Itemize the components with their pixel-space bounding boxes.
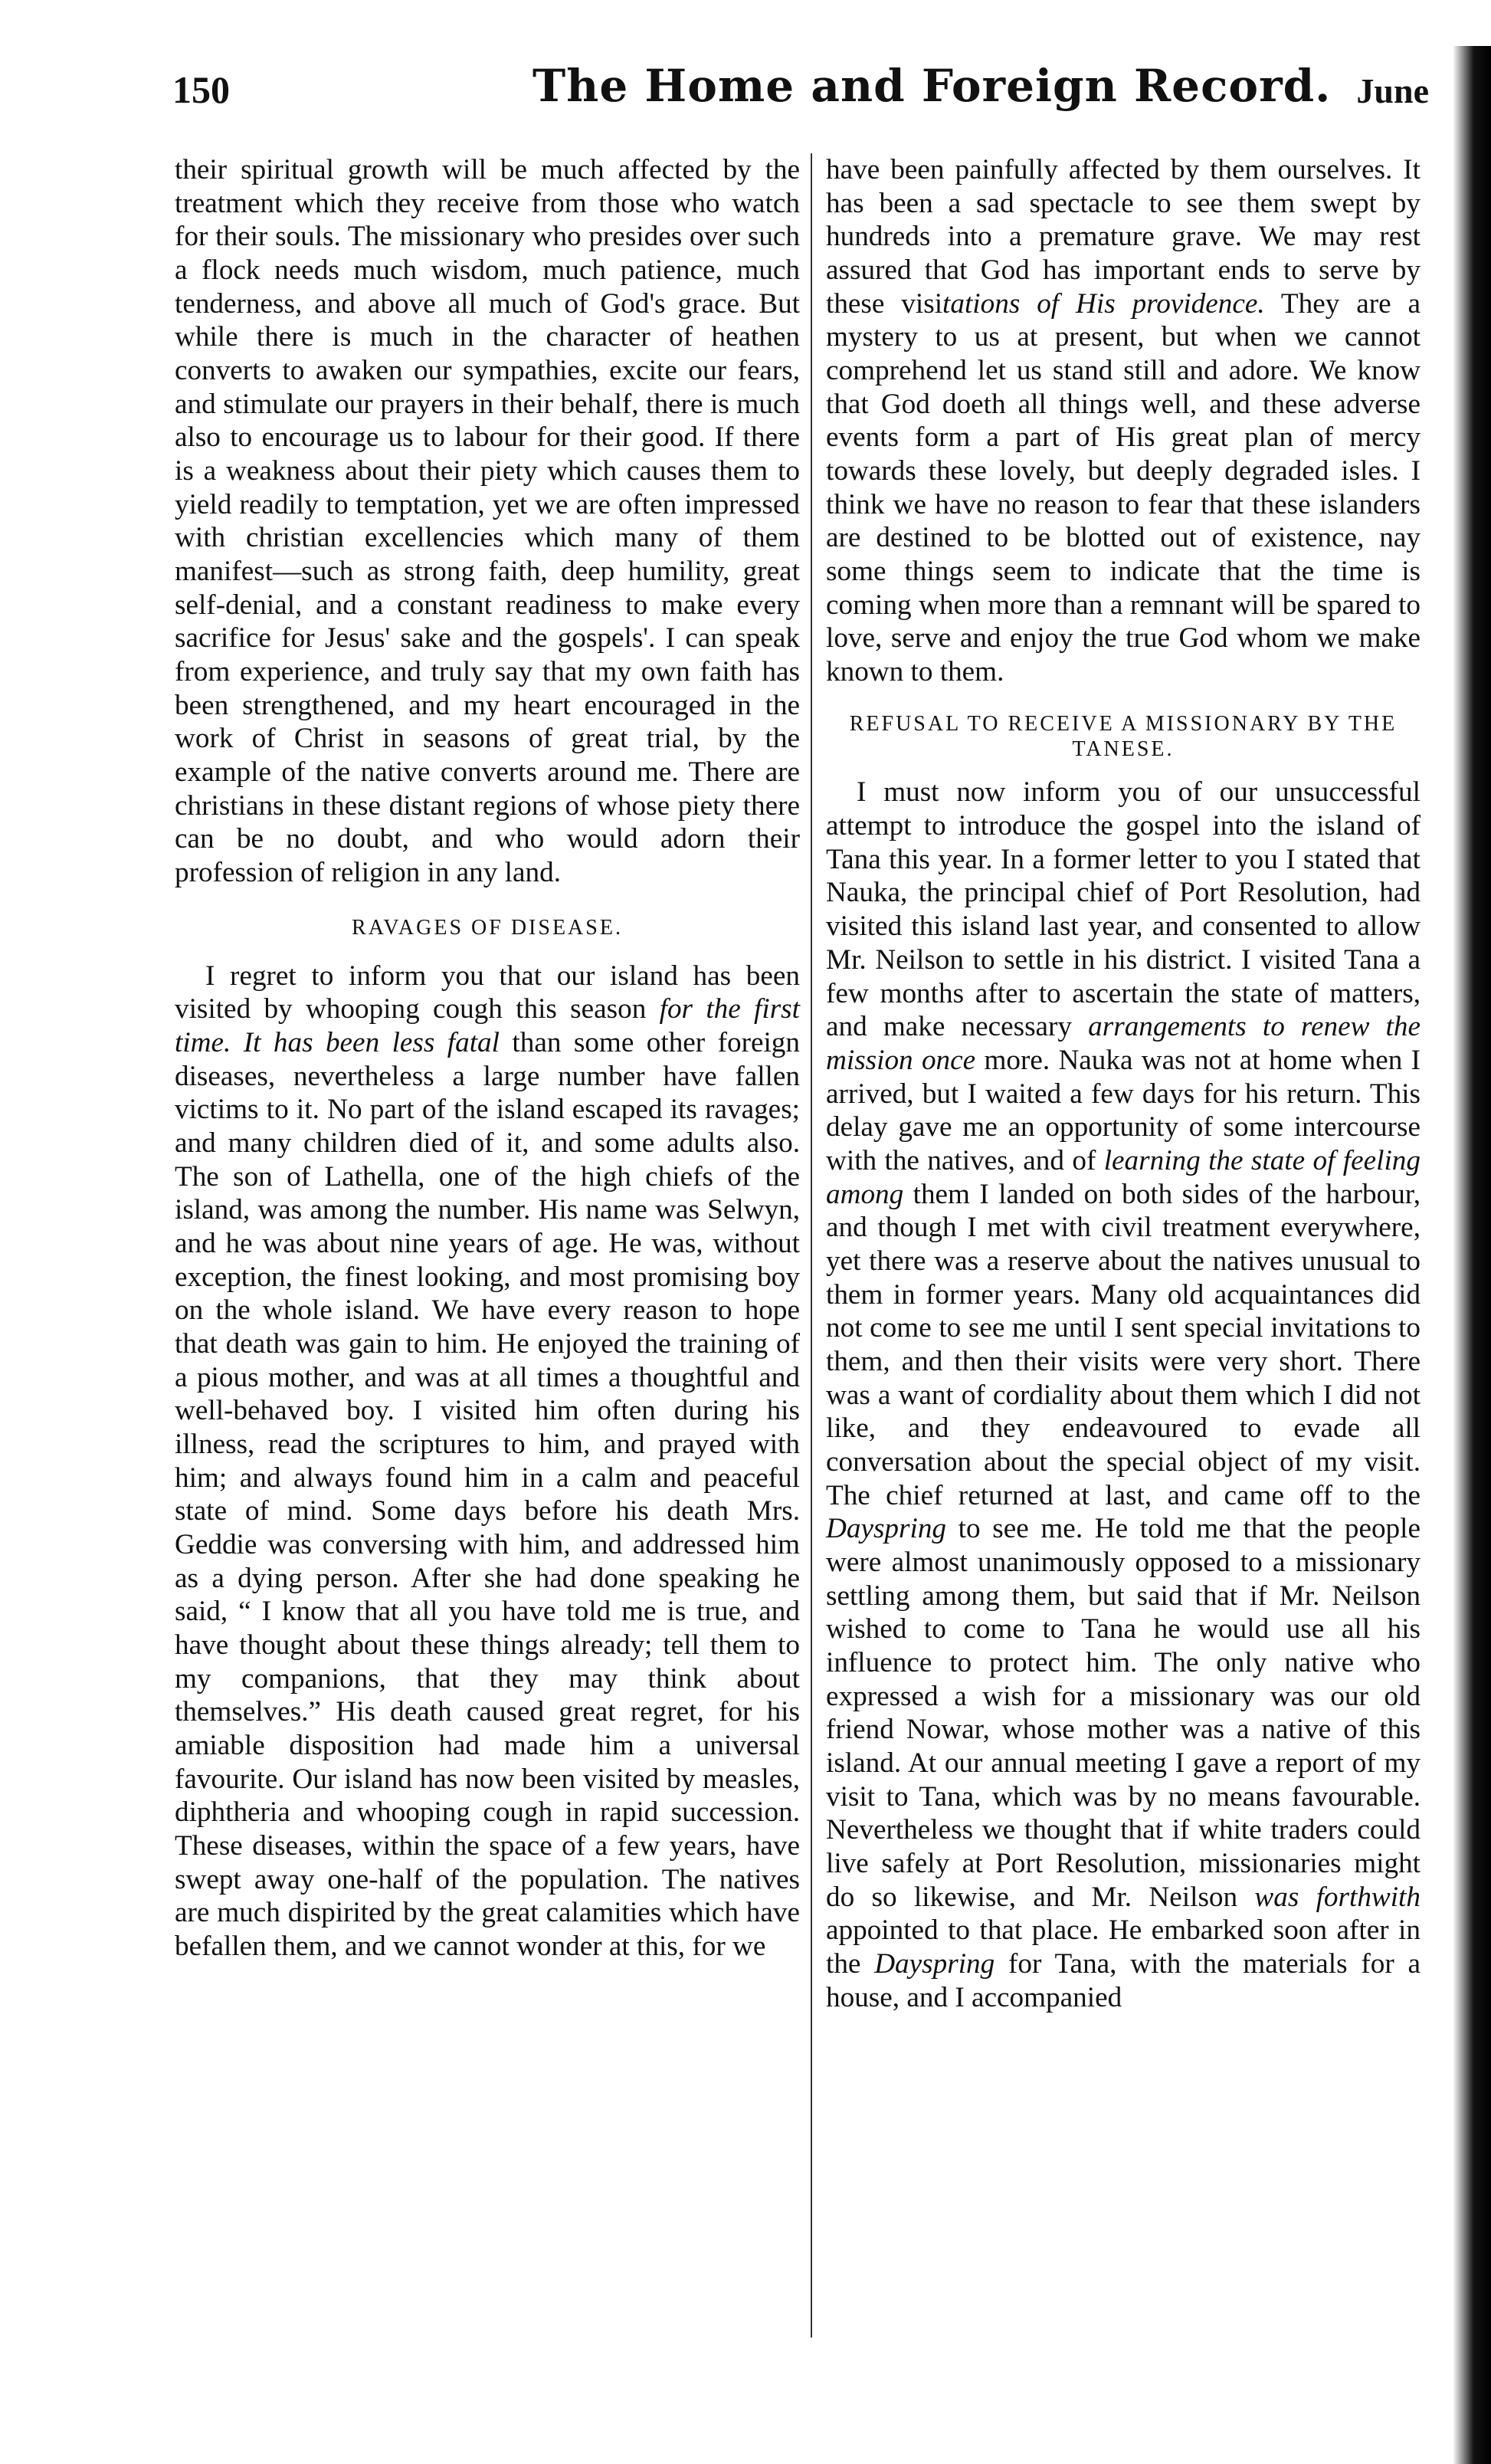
text-run: have been painfully affected by them ourselves. It has been a sad spectacle to see them swept by hundreds into a premature grave. We may rest assured that God has important ends to serve by these visi [826,154,1421,320]
right-paragraph-tana [826,776,1421,2014]
text-run: I regret to inform you that our island has been visited by whooping cough this season [175,960,800,1025]
text-run: than some other foreign diseases, nevertheless a large number have fallen victims to it. No part of the island escaped its ravages; and many children died of it, and some adults also. The son of Lathella, one of the high chiefs of the island, was among the number. His name was Selwyn, and he was about nine years of age. He was, without exception, the finest looking, and most promising boy on the whole island. We have every reason to hope that death was gain to him. He enjoyed the training of a pious mother, and was at all times a thoughtful and well-behaved boy. I visited him often during his illness, read the scriptures to him, and prayed with him; and always found him in a calm and peaceful state of mind. Some days before his death Mrs. Geddie was conversing with him, and addressed him as a dying person. After she had done speaking he said, “ I know that all you have told me is true, and have thought about these things already; tell them to my companions, that they may think about themselves.” His death caused great regret, for his amiable disposition had made him a universal favourite. Our island has now been visited by measles, diphtheria and whooping cough in rapid succession. These diseases, within the space of a few years, have swept away one-half of the population. The natives are much dispirited by the great calamities which have befallen them, and we cannot wonder at this, for we [175,1026,800,1963]
text-run: more. Nauka was not at home when I arrived, but I waited a few days for his return. This delay gave me an opportunity of some intercourse with the natives, and of [826,1044,1421,1176]
running-title: The Home and Foreign Record. [532,60,1332,112]
column-divider [811,153,812,2338]
left-paragraph-continued: their spiritual growth will be much affected by the treatment which they receive from those who watch for their souls. The missionary who presides over such a flock needs much wisdom, much patience, much tenderness, and above all much of God's grace. But while there is much in the character of heathen converts to awaken our sympathies, excite our fears, and stimulate our prayers in their behalf, there is much also to encourage us to labour for their good. If there is a weakness about their piety which causes them to yield readily to temptation, yet we are often impressed with christian excellencies which many of them manifest—such as strong faith, deep humility, great self-denial, and a constant readiness to make every sacrifice for Jesus' sake and the gospels'. I can speak from experience, and truly say that my own faith has been strengthened, and my heart encouraged in the work of Christ in seasons of great trial, by the example of the native converts around me. There are christians in these distant regions of whose piety there can be no doubt, and who would adorn their profession of religion in any land. [175,154,800,889]
italic-run: tations of His providence. [942,287,1265,320]
italic-run: arrangements to renew the mission once [826,1011,1421,1076]
section-heading-refusal: REFUSAL TO RECEIVE A MISSIONARY BY THE TANESE. [849,711,1398,761]
italic-run: for the first time. It has been less fatal [175,993,800,1058]
section-heading-ravages: RAVAGES OF DISEASE. [352,915,623,940]
right-column [826,153,1421,2014]
text-run: I must now inform you of our unsuccessful attempt to introduce the gospel into the island of Tana this year. In a former letter to you I stated that Nauka, the principal chief of Port Resolution, had visited this island last year, and consented to allow Mr. Neilson to settle in his district. I visited Tana a few months after to ascertain the state of matters, and make necessary [826,776,1421,1043]
text-run: appointed to that place. He embarked soon after in the [826,1914,1421,1980]
ship-name: Dayspring [826,1513,947,1545]
text-run: for Tana, with the materials for a house, and I accompanied [826,1947,1421,2013]
right-paragraph-continued [826,153,1421,689]
italic-run: learning the state of feeling among [826,1144,1421,1210]
text-run: them I landed on both sides of the harbour, and though I met with civil treatment everywhere, yet there was a reserve about the natives unusual to them in former years. Many old acquaintances did not come to see me until I sent special invitations to them, and then their visits were very short. There was a want of cordiality about them which I did not like, and they endeavoured to evade all conversation about the special object of my visit. The chief returned at last, and came off to the [826,1178,1421,1511]
text-run: They are a mystery to us at present, but when we cannot comprehend let us stand still and adore. We know that God doeth all things well, and these adverse events form a part of His great plan of mercy towards these lovely, but deeply degraded isles. I think we have no reason to fear that these islanders are destined to be blotted out of existence, nay some things seem to indicate that the time is coming when more than a remnant will be spared to love, serve and enjoy the true God whom we make known to them. [826,287,1421,688]
scan-edge-shadow [1453,46,1491,2464]
italic-run: was forthwith [1254,1881,1421,1913]
left-paragraph-disease [175,960,800,1964]
header-month: June [1356,71,1429,110]
page-number: 150 [172,68,230,111]
left-column [175,153,800,1964]
running-header [172,60,1429,129]
text-run: to see me. He told me that the people were almost unanimously opposed to a missionary settling among them, but said that if Mr. Neilson wished to come to Tana he would use all his influence to protect him. The only native who expressed a wish for a missionary was our old friend Nowar, whose mother was a native of this island. At our annual meeting I gave a report of my visit to Tana, which was by no means favourable. Nevertheless we thought that if white traders could live safely at Port Resolution, missionaries might do so likewise, and Mr. Neilson [826,1513,1421,1913]
ship-name: Dayspring [874,1947,995,1980]
